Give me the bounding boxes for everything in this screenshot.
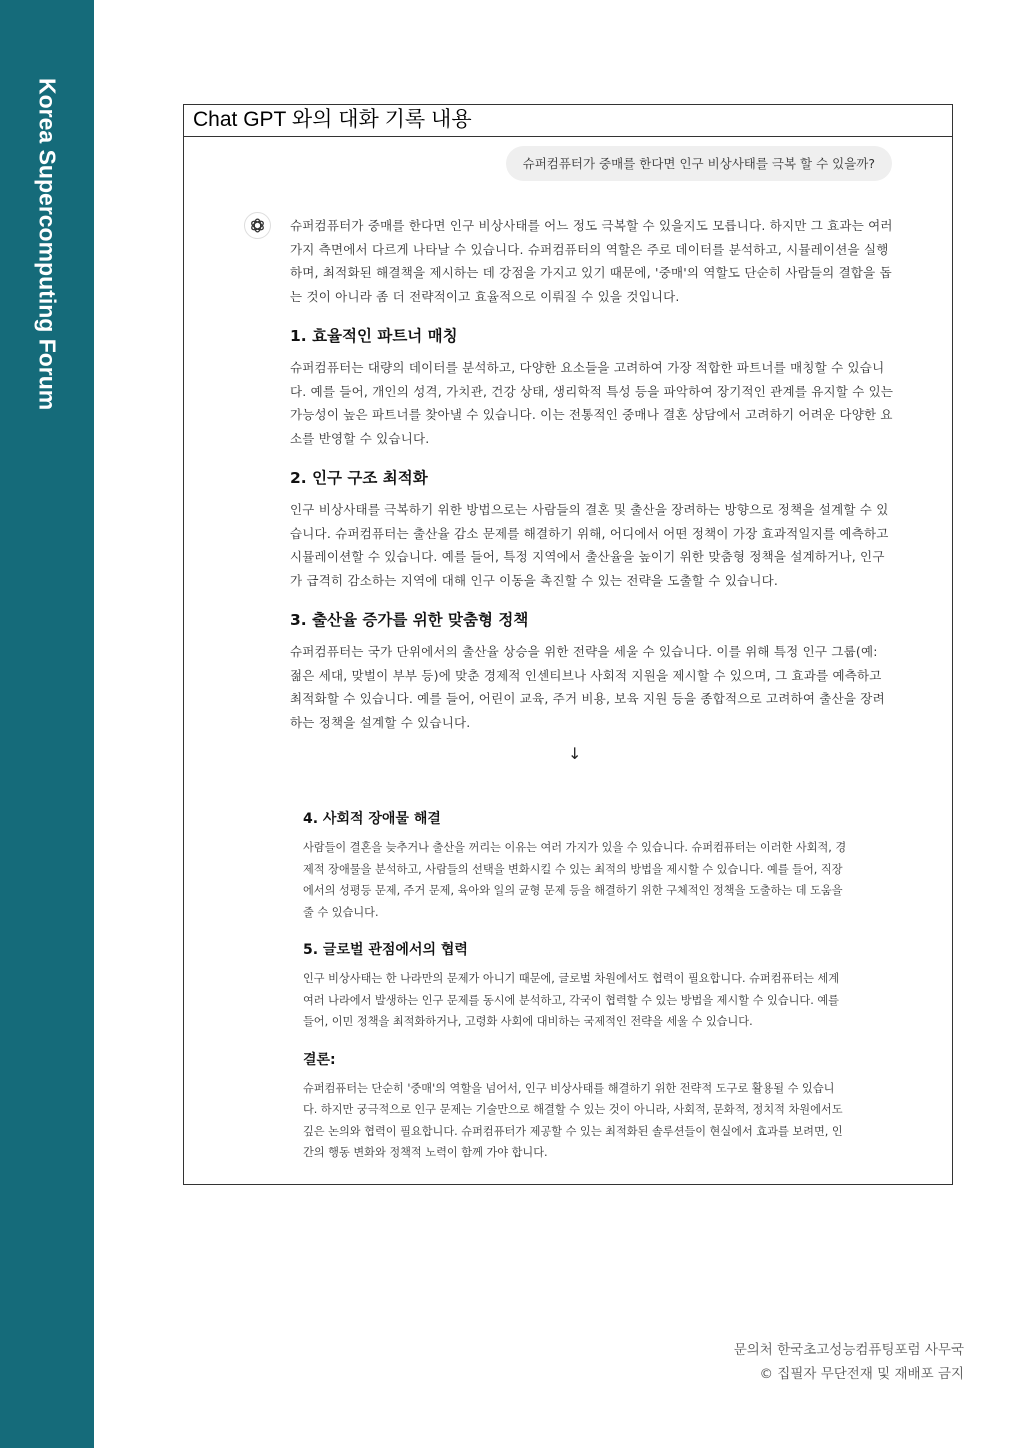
section-heading: 4. 사회적 장애물 해결	[303, 811, 441, 827]
conclusion-body: 슈퍼컴퓨터는 단순히 '중매'의 역할을 넘어서, 인구 비상사태를 해결하기 위한 전략적 도구로 활용될 수 있습니다. 하지만 궁극적으로 인구 문제는 기술만으로 해결할 수 있는 것이 아니라, 사회적, 문화적, 정치적 차원에서도 깊은 논의와 협력이 필요합니다. 슈퍼컴퓨터가 제공할 수 있는 최적화된 솔루션들이 현실에서 효과를 보려면, 인간의 행동 변화와 정책적 노력이 함께 가야 합니다.	[303, 1081, 843, 1159]
section-heading: 3. 출산율 증가를 위한 맞춤형 정책	[290, 611, 529, 629]
section-heading: 2. 인구 구조 최적화	[290, 469, 428, 487]
footer	[734, 1338, 964, 1386]
openai-logo-icon	[244, 212, 271, 239]
conclusion-heading: 결론:	[303, 1051, 336, 1068]
assistant-answer-part2	[303, 810, 848, 1164]
user-message-bubble: 슈퍼컴퓨터가 중매를 한다면 인구 비상사태를 극복 할 수 있을까?	[506, 146, 892, 181]
arrow-down-icon[interactable]: ↓	[568, 744, 582, 763]
section-heading: 1. 효율적인 파트너 매칭	[290, 327, 458, 345]
section-body: 사람들이 결혼을 늦추거나 출산을 꺼리는 이유는 여러 가지가 있을 수 있습니다. 슈퍼컴퓨터는 이러한 사회적, 경제적 장애물을 분석하고, 사람들의 선택을 변화시킬 수 있는 최적의 방법을 제시할 수 있습니다. 예를 들어, 직장에서의 성평등 문제, 주거 문제, 육아와 일의 균형 문제 등을 해결하기 위한 구체적인 정책을 도출하는 데 도움을 줄 수 있습니다.	[303, 841, 847, 919]
section-body: 슈퍼컴퓨터는 대량의 데이터를 분석하고, 다양한 요소들을 고려하여 가장 적합한 파트너를 매칭할 수 있습니다. 예를 들어, 개인의 성격, 가치관, 건강 상태, 생리학적 특성 등을 파악하여 장기적인 관계를 유지할 수 있는 가능성이 높은 파트너를 찾아낼 수 있습니다. 이는 전통적인 중매나 결혼 상담에서 고려하기 어려운 다양한 요소를 반영할 수 있습니다.	[290, 360, 894, 446]
sidebar	[0, 0, 94, 1448]
assistant-answer-part1	[290, 214, 894, 734]
footer-contact: 문의처 한국초고성능컴퓨팅포럼 사무국	[733, 1342, 964, 1358]
answer-intro: 슈퍼컴퓨터가 중매를 한다면 인구 비상사태를 어느 정도 극복할 수 있을지도 모릅니다. 하지만 그 효과는 여러 가지 측면에서 다르게 나타날 수 있습니다. 슈퍼컴퓨터의 역할은 주로 데이터를 분석하고, 시뮬레이션을 실행하며, 최적화된 해결책을 제시하는 데 강점을 가지고 있기 때문에, '중매'의 역할도 단순히 사람들의 결합을 돕는 것이 아니라 좀 더 전략적이고 효율적으로 이뤄질 수 있을 것입니다.	[290, 218, 893, 304]
footer-copyright: © 집필자 무단전재 및 재배포 금지	[759, 1366, 964, 1382]
box-header: Chat GPT 와의 대화 기록 내용	[184, 105, 952, 137]
section-heading: 5. 글로벌 관점에서의 협력	[303, 942, 468, 958]
sidebar-title: Korea Supercomputing Forum	[34, 78, 61, 411]
section-body: 슈퍼컴퓨터는 국가 단위에서의 출산율 상승을 위한 전략을 세울 수 있습니다. 이를 위해 특정 인구 그룹(예: 젊은 세대, 맞벌이 부부 등)에 맞춘 경제적 인센티브나 사회적 지원을 제시할 수 있으며, 그 효과를 예측하고 최적화할 수 있습니다. 예를 들어, 어린이 교육, 주거 비용, 보육 지원 등을 종합적으로 고려하여 출산을 장려하는 정책을 설계할 수 있습니다.	[290, 644, 885, 730]
chat-record-box	[183, 104, 953, 1185]
section-body: 인구 비상사태를 극복하기 위한 방법으로는 사람들의 결혼 및 출산을 장려하는 방향으로 정책을 설계할 수 있습니다. 슈퍼컴퓨터는 출산율 감소 문제를 해결하기 위해, 어디에서 어떤 정책이 가장 효과적일지를 예측하고 시뮬레이션할 수 있습니다. 예를 들어, 특정 지역에서 출산율을 높이기 위한 맞춤형 정책을 설계하거나, 인구가 급격히 감소하는 지역에 대해 인구 이동을 촉진할 수 있는 전략을 도출할 수 있습니다.	[290, 502, 889, 588]
section-body: 인구 비상사태는 한 나라만의 문제가 아니기 때문에, 글로벌 차원에서도 협력이 필요합니다. 슈퍼컴퓨터는 세계 여러 나라에서 발생하는 인구 문제를 동시에 분석하고, 각국이 협력할 수 있는 방법을 제시할 수 있습니다. 예를 들어, 이민 정책을 최적화하거나, 고령화 사회에 대비하는 국제적인 전략을 세울 수 있습니다.	[303, 972, 840, 1028]
